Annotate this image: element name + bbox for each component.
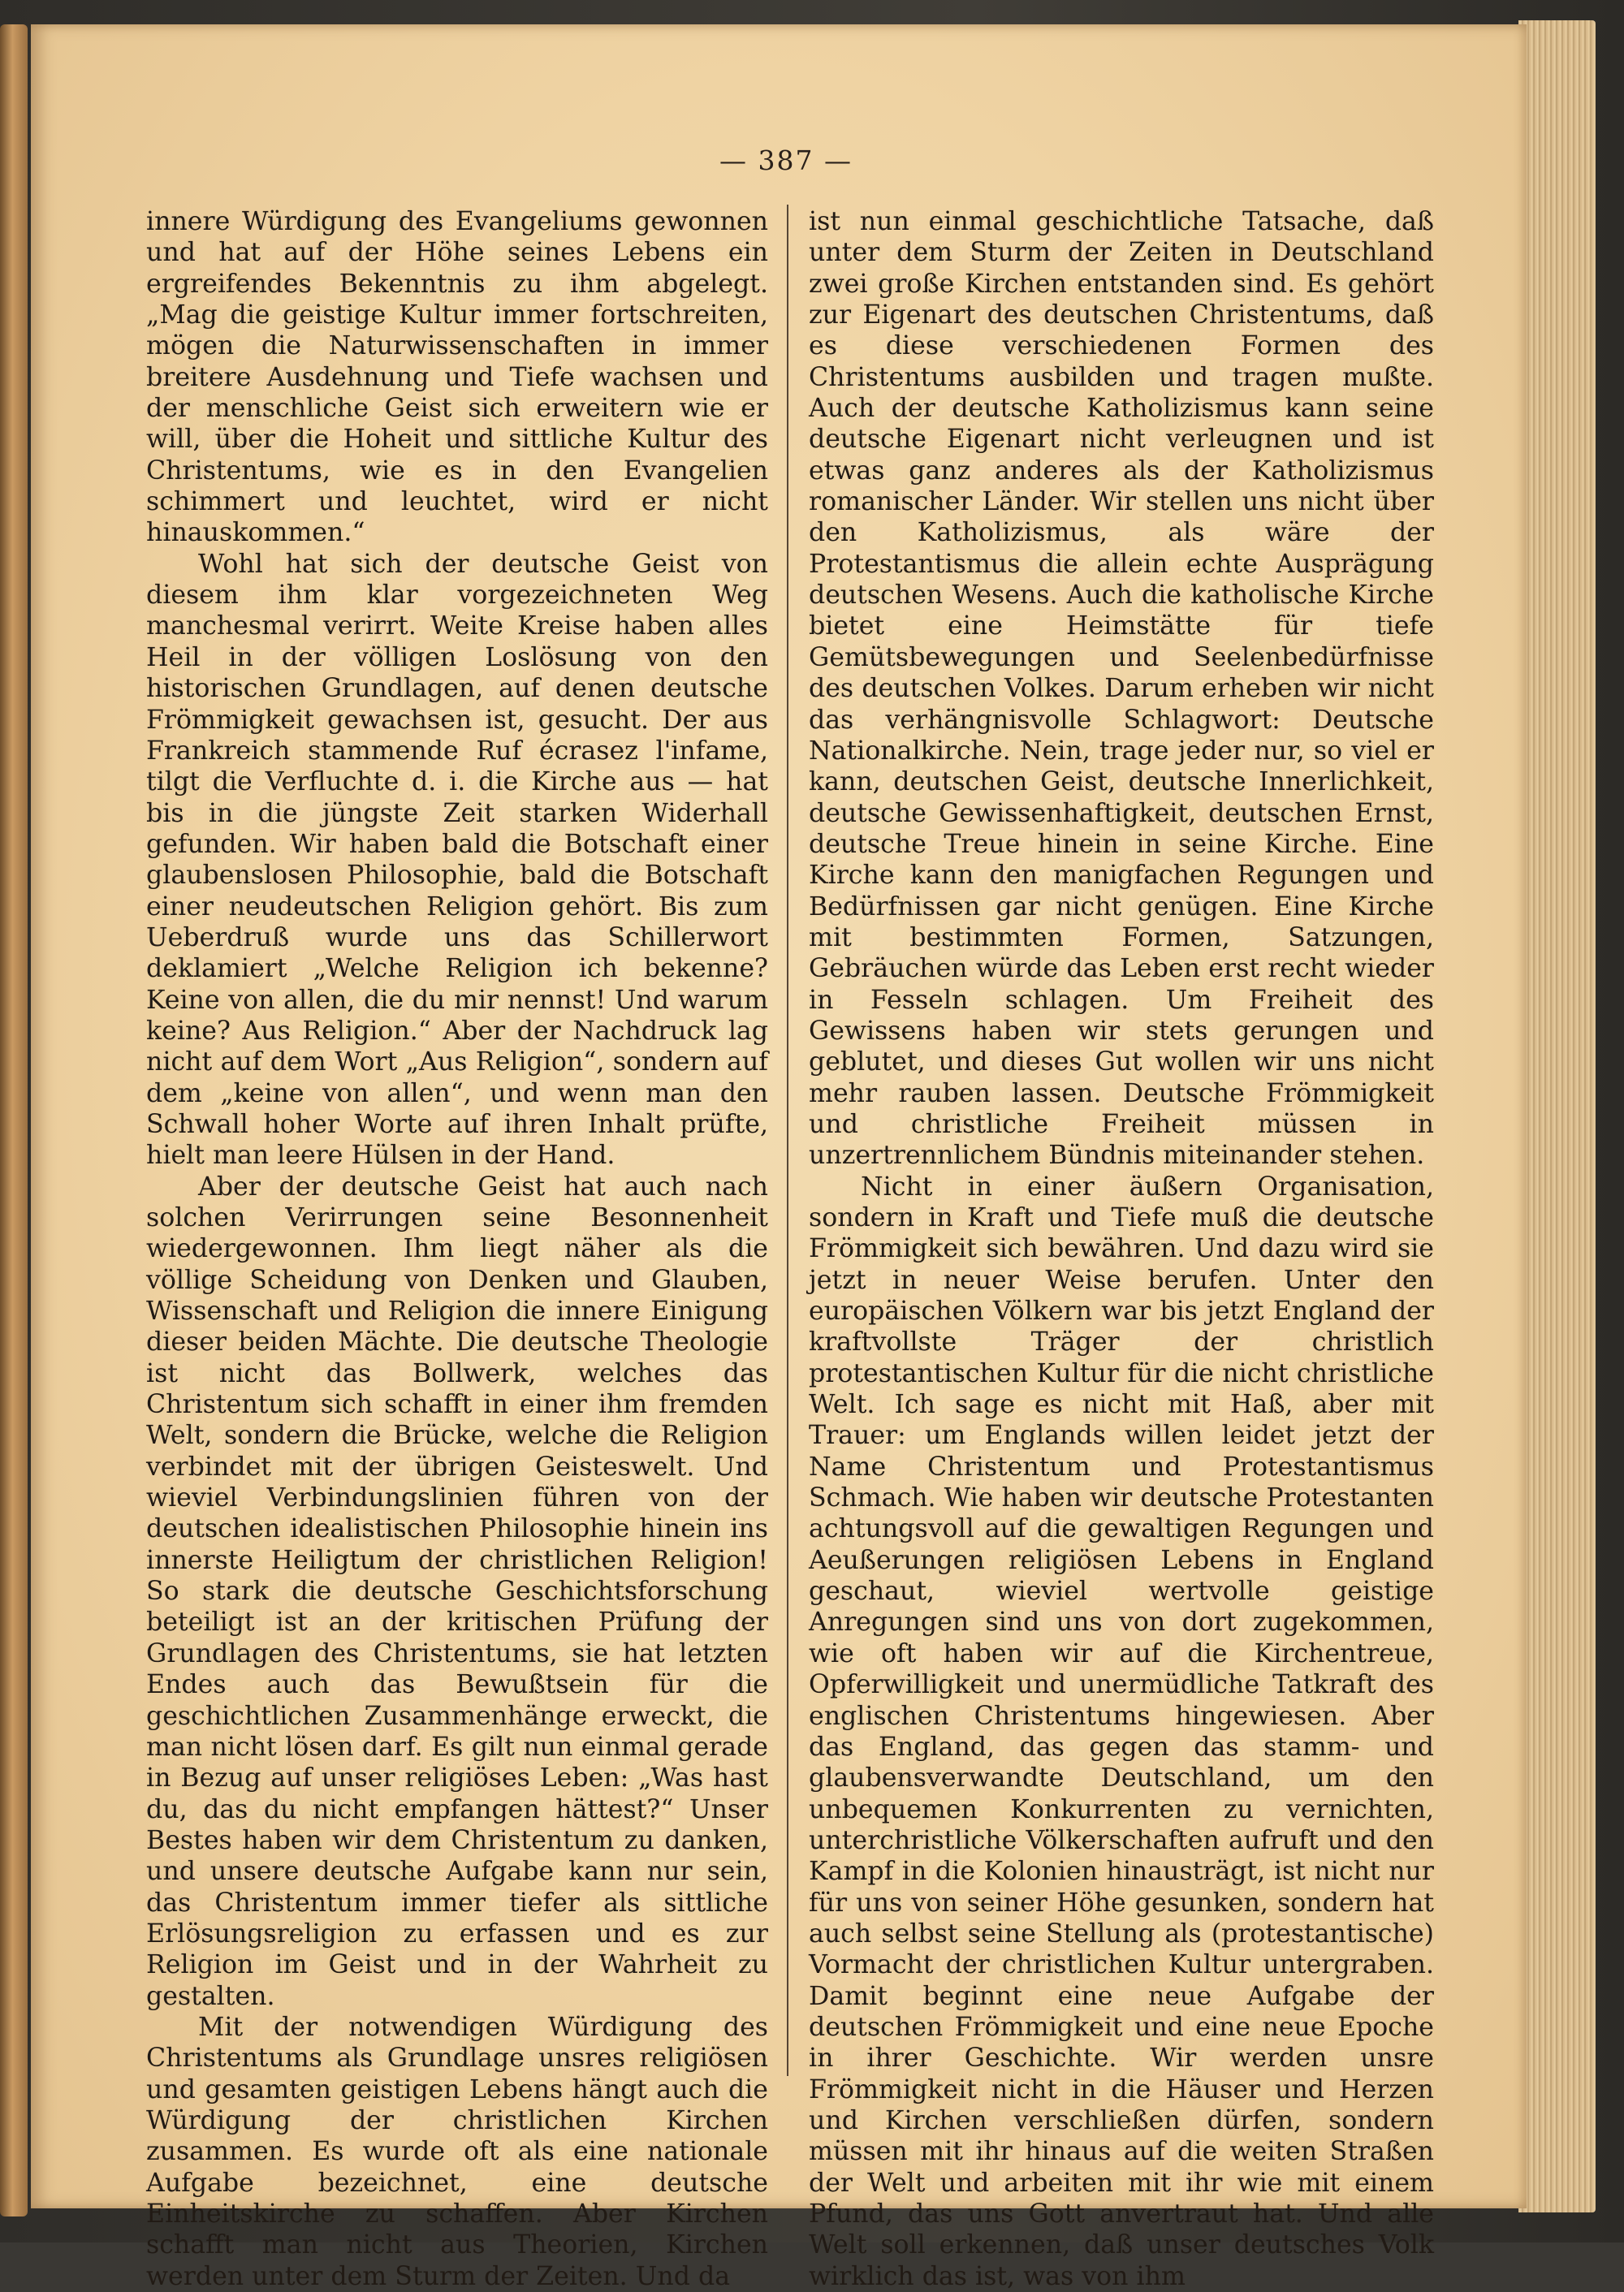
facing-page-edge — [0, 24, 28, 2216]
page-number: — 387 — — [719, 145, 853, 176]
paragraph: Aber der deutsche Geist hat auch nach solchen Verirrungen seine Besonnenheit wiedergewonnen. Ihm liegt näher als die völlige Scheidung von Denken und Glauben, Wissenschaft und Religion die innere Einigung dieser beiden Mächte. Die deutsche Theologie ist nicht das Bollwerk, welches das Christentum sich schafft in einer ihm fremden Welt, sondern die Brücke, welche die Religion verbindet mit der übrigen Geisteswelt. Und wieviel Verbindungslinien führen von der deutschen idealistischen Philosophie hinein ins innerste Heiligtum der christlichen Religion! So stark die deutsche Geschichtsforschung beteiligt ist an der kritischen Prüfung der Grundlagen des Christentums, sie hat letzten Endes auch das Bewußtsein für die geschichtlichen Zusammenhänge erweckt, die man nicht lösen darf. Es gilt nun einmal gerade in Bezug auf unser religiöses Leben: „Was hast du, das du nicht empfangen hättest?“ Unser Bestes haben wir dem Christentum zu danken, und unsere deutsche Aufgabe kann nur sein, das Christentum immer tiefer als sittliche Erlösungsreligion zu erfassen und es zur Religion im Geist und in der Wahrheit zu gestalten. — [146, 1172, 768, 2011]
paragraph: innere Würdigung des Evangeliums gewonnen und hat auf der Höhe seines Lebens ein ergreifendes Bekenntnis zu ihm abgelegt. „Mag die geistige Kultur immer fortschreiten, mögen die Naturwissenschaften in immer breitere Ausdehnung und Tiefe wachsen und der menschliche Geist sich erweitern wie er will, über die Hoheit und sittliche Kultur des Christentums, wie es in den Evangelien schimmert und leuchtet, wird er nicht hinauskommen.“ — [146, 207, 768, 548]
page-sheet — [31, 24, 1527, 2291]
paragraph: Wohl hat sich der deutsche Geist von diesem ihm klar vorgezeichneten Weg manchesmal verirrt. Weite Kreise haben alles Heil in der völligen Loslösung von den historischen Grundlagen, auf denen deutsche Frömmigkeit gewachsen ist, gesucht. Der aus Frankreich stammende Ruf écrasez l'infame, tilgt die Verfluchte d. i. die Kirche aus — hat bis in die jüngste Zeit starken Widerhall gefunden. Wir haben bald die Botschaft einer glaubenslosen Philosophie, bald die Botschaft einer neudeutschen Religion gehört. Bis zum Ueberdruß wurde uns das Schillerwort deklamiert „Welche Religion ich bekenne? Keine von allen, die du mir nennst! Und warum keine? Aus Religion.“ Aber der Nachdruck lag nicht auf dem Wort „Aus Religion“, sondern auf dem „keine von allen“, und wenn man den Schwall hoher Worte auf ihren Inhalt prüfte, hielt man leere Hülsen in der Hand. — [146, 549, 768, 1171]
page-stack-edge — [1518, 20, 1596, 2212]
paragraph: ist nun einmal geschichtliche Tatsache, daß unter dem Sturm der Zeiten in Deutschland zwei große Kirchen entstanden sind. Es gehört zur Eigenart des deutschen Christentums, daß es diese verschiedenen Formen des Christentums ausbilden und tragen mußte. Auch der deutsche Katholizismus kann seine deutsche Eigenart nicht verleugnen und ist etwas ganz anderes als der Katholizismus romanischer Länder. Wir stellen uns nicht über den Katholizismus, als wäre der Protestantismus die allein echte Ausprägung deutschen Wesens. Auch die katholische Kirche bietet eine Heimstätte für tiefe Gemütsbewegungen und Seelenbedürfnisse des deutschen Volkes. Darum erheben wir nicht das verhängnisvolle Schlagwort: Deutsche Nationalkirche. Nein, trage jeder nur, so viel er kann, deutschen Geist, deutsche Innerlichkeit, deutsche Gewissenhaftigkeit, deutschen Ernst, deutsche Treue hinein in seine Kirche. Eine Kirche kann den manigfachen Regungen und Bedürfnissen gar nicht genügen. Eine Kirche mit bestimmten Formen, Satzungen, Gebräuchen würde das Leben erst recht wieder in Fesseln schlagen. Um Freiheit des Gewissens haben wir stets gerungen und geblutet, und dieses Gut wollen wir uns nicht mehr rauben lassen. Deutsche Frömmigkeit und christliche Freiheit müssen in unzertrennlichem Bündnis miteinander stehen. — [809, 207, 1434, 1171]
left-column — [146, 206, 768, 2292]
paragraph: Mit der notwendigen Würdigung des Christentums als Grundlage unsres religiösen und gesamten geistigen Lebens hängt auch die Würdigung der christlichen Kirchen zusammen. Es wurde oft als eine nationale Aufgabe bezeichnet, eine deutsche Einheitskirche zu schaffen. Aber Kirchen schafft man nicht aus Theorien, Kirchen werden unter dem Sturm der Zeiten. Und da — [146, 2012, 768, 2291]
paragraph: Nicht in einer äußern Organisation, sondern in Kraft und Tiefe muß die deutsche Frömmigkeit sich bewähren. Und dazu wird sie jetzt in neuer Weise berufen. Unter den europäischen Völkern war bis jetzt England der kraftvollste Träger der christlich protestantischen Kultur für die nicht christliche Welt. Ich sage es nicht mit Haß, aber mit Trauer: um Englands willen leidet jetzt der Name Christentum und Protestantismus Schmach. Wie haben wir deutsche Protestanten achtungsvoll auf die gewaltigen Regungen und Aeußerungen religiösen Lebens in England geschaut, wieviel wertvolle geistige Anregungen sind uns von dort zugekommen, wie oft haben wir auf die Kirchentreue, Opferwilligkeit und unermüdliche Tatkraft des englischen Christentums hingewiesen. Aber das England, das gegen das stamm- und glaubensverwandte Deutschland, um den unbequemen Konkurrenten zu vernichten, unterchristliche Völkerschaften aufruft und den Kampf in die Kolonien hinausträgt, ist nicht nur für uns von seiner Höhe gesunken, sondern hat auch selbst seine Stellung als (protestantische) Vormacht der christlichen Kultur untergraben. Damit beginnt eine neue Aufgabe der deutschen Frömmigkeit und eine neue Epoche in ihrer Geschichte. Wir werden unsre Frömmigkeit nicht in die Häuser und Herzen und Kirchen verschließen dürfen, sondern müssen mit ihr hinaus auf die weiten Straßen der Welt und arbeiten mit ihr wie mit einem Pfund, das uns Gott anvertraut hat. Und alle Welt soll erkennen, daß unser deutsches Volk wirklich das ist, was von ihm — [809, 1172, 1434, 2291]
column-divider — [787, 205, 788, 2076]
right-column — [809, 206, 1434, 2292]
